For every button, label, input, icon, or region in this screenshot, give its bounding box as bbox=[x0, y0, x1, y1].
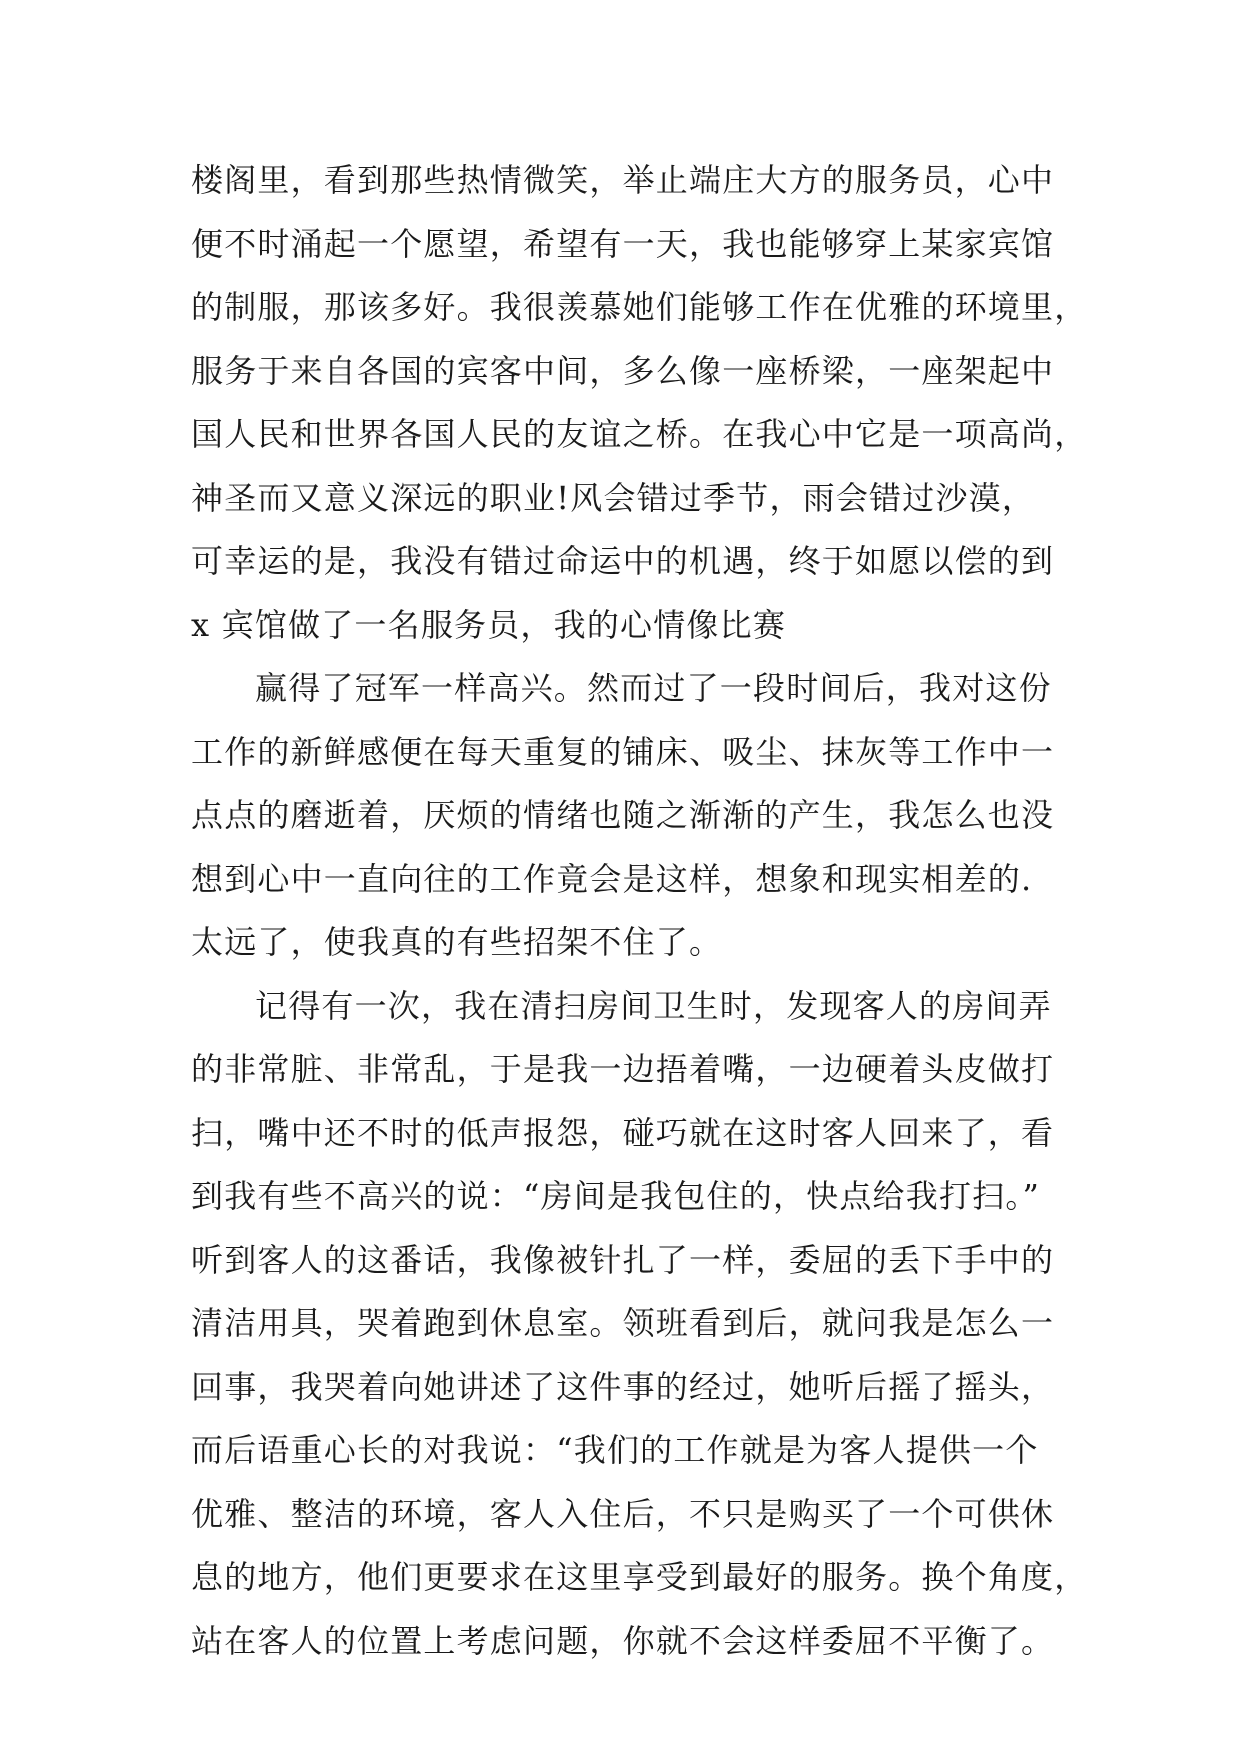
text-line: 太远了，使我真的有些招架不住了。 bbox=[191, 923, 723, 961]
text-line: 服务于来自各国的宾客中间，多么像一座桥梁，一座架起中 bbox=[191, 351, 1055, 390]
text-line: 便不时涌起一个愿望，希望有一天，我也能够穿上某家宾馆 bbox=[191, 224, 1055, 263]
text-line: 息的地方，他们更要求在这里享受到最好的服务。换个角度， bbox=[191, 1558, 1088, 1596]
text-line: 听到客人的这番话，我像被针扎了一样，委屈的丢下手中的 bbox=[191, 1240, 1055, 1279]
text-line: 的非常脏、非常乱，于是我一边捂着嘴，一边硬着头皮做打 bbox=[191, 1050, 1055, 1088]
text-line: 楼阁里，看到那些热情微笑，举止端庄大方的服务员，心中 bbox=[191, 161, 1055, 199]
text-line: 工作的新鲜感便在每天重复的铺床、吸尘、抹灰等工作中一 bbox=[191, 732, 1055, 771]
text-line: 优雅、整洁的环境，客人入住后，不只是购买了一个可供休 bbox=[191, 1494, 1055, 1533]
text-line: 站在客人的位置上考虑问题，你就不会这样委屈不平衡了。 bbox=[191, 1621, 1055, 1660]
text-line: 国人民和世界各国人民的友谊之桥。在我心中它是一项高尚， bbox=[191, 415, 1088, 453]
text-line: 清洁用具，哭着跑到休息室。领班看到后，就问我是怎么一 bbox=[191, 1304, 1055, 1342]
text-line: 神圣而又意义深远的职业!风会错过季节，雨会错过沙漠， bbox=[191, 478, 1036, 517]
text-line: 扫，嘴中还不时的低声报怨，碰巧就在这时客人回来了，看 bbox=[191, 1113, 1055, 1152]
text-line: 到我有些不高兴的说：“房间是我包住的，快点给我打扫。” bbox=[191, 1177, 1041, 1215]
paragraph-start-line: 记得有一次，我在清扫房间卫生时，发现客人的房间弄 bbox=[255, 986, 1052, 1025]
text-line: 点点的磨逝着，厌烦的情绪也随之渐渐的产生，我怎么也没 bbox=[191, 796, 1055, 834]
text-line: 回事，我哭着向她讲述了这件事的经过，她听后摇了摇头， bbox=[191, 1367, 1055, 1406]
text-line: 可幸运的是，我没有错过命运中的机遇，终于如愿以偿的到 bbox=[191, 542, 1055, 580]
paragraph-start-line: 赢得了冠军一样高兴。然而过了一段时间后，我对这份 bbox=[255, 669, 1052, 707]
text-line: 的制服，那该多好。我很羡慕她们能够工作在优雅的环境里， bbox=[191, 288, 1088, 326]
text-line: 而后语重心长的对我说：“我们的工作就是为客人提供一个 bbox=[191, 1431, 1039, 1469]
text-line: x 宾馆做了一名服务员，我的心情像比赛 bbox=[191, 605, 787, 644]
body-text bbox=[191, 158, 1088, 1682]
text-line: 想到心中一直向往的工作竟会是这样，想象和现实相差的. bbox=[191, 859, 1033, 898]
